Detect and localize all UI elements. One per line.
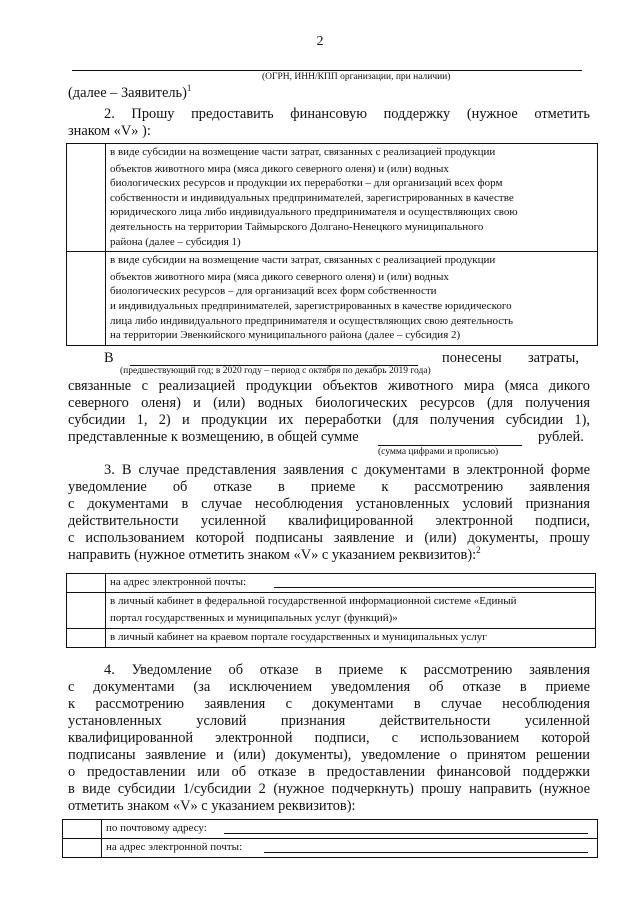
costs-word-incurred: понесены: [442, 350, 502, 366]
cell-line: [106, 574, 595, 592]
postal-checkbox[interactable]: [63, 820, 102, 839]
gosuslugi-checkbox[interactable]: [67, 593, 106, 629]
cell-line: района (далее – субсидия 1): [110, 235, 241, 248]
sum-caption: (сумма цифрами и прописью): [378, 447, 499, 457]
item4-line8: в виде субсидии 1/субсидии 2 (нужное подчеркнуть) прошу направить (нужное: [68, 781, 590, 797]
item3-line5: с использованием которой подписаны заявление и (или) документы, прошу: [68, 530, 590, 546]
item2-line2: знаком «V» ):: [68, 123, 151, 139]
cell-line: деятельность на территории Таймырского Долгано-Ненецкого муниципального: [110, 220, 484, 233]
subsidy-2-description: [106, 252, 598, 346]
sum-field[interactable]: [378, 445, 522, 446]
delivery-table-1: [66, 573, 596, 648]
cell-line: [102, 839, 597, 857]
email-input-line[interactable]: [274, 587, 594, 588]
costs-line3: северного оленя) и (или) водных биологических ресурсов (для получения: [68, 395, 590, 411]
email2-checkbox[interactable]: [63, 839, 102, 858]
item4-line6: подписаны заявление и (или) документы), уведомление о принятом решении: [68, 747, 590, 763]
cell-line: в виде субсидии на возмещение части затрат, связанных с реализацией продукции: [110, 146, 496, 158]
costs-line2: связанные с реализацией продукции объектов животного мира (мяса дикого: [68, 378, 590, 394]
item3-line4: действительности усиленной квалифицированной электронной подписи,: [68, 513, 590, 529]
cell-line: в виде субсидии на возмещение части затрат, связанных с реализацией продукции: [110, 254, 496, 267]
email-checkbox[interactable]: [67, 574, 106, 593]
email-label: на адрес электронной почты:: [110, 576, 247, 588]
email2-label: на адрес электронной почты:: [106, 841, 243, 853]
cell-line: юридического лица либо индивидуального предпринимателя и осуществляющих свою: [110, 206, 518, 219]
item4-line5: квалифицированной электронной подписи, с использованием которой: [68, 730, 590, 746]
subsidy-1-description: [106, 144, 598, 252]
cell-line: на территории Эвенкийского муниципального района (далее – субсидия 2): [110, 329, 461, 342]
cell-line: в личный кабинет на краевом портале государственных и муниципальных услуг: [110, 631, 487, 643]
item4-line4: установленных условий признания действительности усиленной: [68, 713, 590, 729]
cell-line: объектов животного мира (мяса дикого северного оленя) и (или) водных: [110, 270, 449, 283]
regional-portal-cell: [106, 629, 596, 648]
postal-cell: [102, 820, 598, 839]
cell-line: [102, 820, 597, 838]
costs-line5-end: рублей.: [538, 429, 584, 445]
email2-cell: [102, 839, 598, 858]
item3-line3: с документами в случае несоблюдения установленных условий признания: [68, 496, 590, 512]
costs-line5-start: представленные к возмещению, в общей сумме: [68, 429, 359, 445]
costs-word-in: В: [104, 350, 114, 366]
item4-line9: отметить знаком «V» с указанием реквизитов):: [68, 798, 356, 814]
postal-label: по почтовому адресу:: [106, 822, 207, 834]
delivery1-row-gosuslugi: [67, 593, 596, 629]
item3-line1: 3. В случае представления заявления с документами в электронной форме: [104, 462, 590, 478]
applicant-text: (далее – Заявитель): [68, 85, 187, 101]
delivery1-row-email: [67, 574, 596, 593]
subsidy-table: [66, 143, 598, 346]
footnote-mark-1: 1: [186, 83, 192, 94]
cell-line: и индивидуальных предпринимателей, зарегистрированных в качестве юридического: [110, 299, 512, 312]
item4-line7: о предоставлении или об отказе в предоставлении финансовой поддержки: [68, 764, 590, 780]
cell-line: биологических ресурсов – для организаций всех форм собственности: [110, 285, 437, 298]
applicant-line: [68, 85, 191, 102]
email-cell: [106, 574, 596, 593]
page-number: 2: [316, 34, 324, 49]
org-requisites-caption: (ОГРН, ИНН/КПП организации, при наличии): [262, 72, 451, 82]
cell-line: собственности и индивидуальных предпринимателей, зарегистрированных в качестве: [110, 191, 514, 204]
subsidy-2-checkbox[interactable]: [67, 252, 106, 346]
cell-line: объектов животного мира (мяса дикого северного оленя) и (или) водных: [110, 162, 449, 175]
subsidy-1-checkbox[interactable]: [67, 144, 106, 252]
footnote-mark-2: 2: [476, 545, 481, 556]
subsidy-row-2: [67, 252, 598, 346]
item4-line3: к рассмотрению заявления с документами в случае несоблюдения: [68, 696, 590, 712]
item2-line1: 2. Прошу предоставить финансовую поддержку (нужное отметить: [104, 106, 590, 122]
item3-line6: [68, 547, 481, 564]
cell-line: лица либо индивидуального предпринимателя и осуществляющих свою деятельность: [110, 314, 513, 327]
item4-line2: с документами (за исключением уведомления об отказе в приеме: [68, 679, 590, 695]
delivery-table-2: [62, 819, 598, 858]
costs-word-costs: затраты,: [528, 350, 579, 366]
delivery1-row-regional-portal: [67, 629, 596, 648]
delivery2-row-postal: [63, 820, 598, 839]
org-requisites-line: [72, 70, 582, 71]
year-caption: (предшествующий год; в 2020 году – период с октября по декабрь 2019 года): [120, 366, 431, 376]
item4-line1: 4. Уведомление об отказе в приеме к рассмотрению заявления: [104, 662, 590, 678]
subsidy-row-1: [67, 144, 598, 252]
cell-line: биологических ресурсов и продукции их переработки – для организаций всех форм: [110, 177, 503, 190]
regional-portal-checkbox[interactable]: [67, 629, 106, 648]
costs-line4: субсидии 1, 2) и продукции их переработки (для получения субсидии 1),: [68, 412, 590, 428]
item3-last-line: направить (нужное отметить знаком «V» с указанием реквизитов):: [68, 547, 477, 563]
email2-input-line[interactable]: [264, 852, 588, 853]
item3-line2: уведомление об отказе в приеме к рассмотрению заявления: [68, 479, 590, 495]
gosuslugi-cell: [106, 593, 596, 629]
cell-line: портал государственных и муниципальных услуг (функций)»: [110, 612, 398, 624]
cell-line: в личный кабинет в федеральной государственной информационной системе «Единый: [110, 595, 517, 607]
postal-input-line[interactable]: [224, 833, 588, 834]
delivery2-row-email: [63, 839, 598, 858]
